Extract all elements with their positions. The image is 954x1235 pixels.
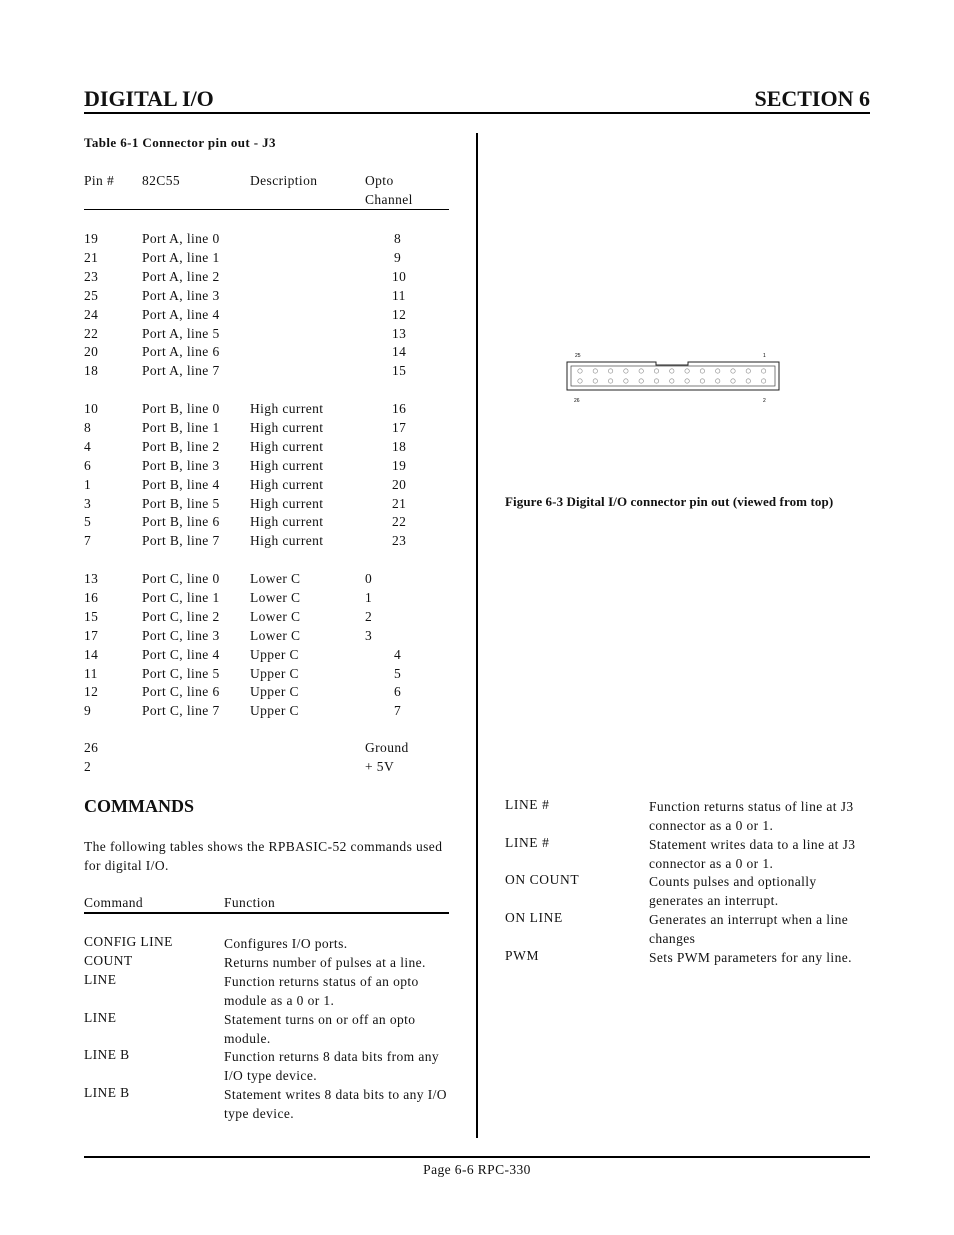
command-name: LINE # <box>505 835 550 850</box>
pin-number: 1 <box>84 476 92 492</box>
pin-number: 12 <box>84 684 99 700</box>
port-line: Port B, line 0 <box>142 401 220 416</box>
table-row <box>84 533 454 552</box>
pin-number: 22 <box>84 325 99 341</box>
footer-rule <box>84 1156 870 1158</box>
table-row <box>84 401 454 420</box>
connector-pin <box>685 379 689 383</box>
port-line: Port C, line 1 <box>142 589 220 605</box>
pin-number: 17 <box>84 627 99 643</box>
connector-pin <box>700 379 704 383</box>
pin-number: 3 <box>84 495 92 511</box>
cmd-col-header-command: Command <box>84 895 144 910</box>
description: Upper C <box>250 665 299 681</box>
port-line: Port C, line 6 <box>142 684 220 700</box>
command-name: LINE <box>84 972 117 987</box>
table-row <box>84 571 454 590</box>
pin-number: 13 <box>84 571 99 586</box>
opto-channel: 21 <box>392 495 407 511</box>
connector-pin <box>716 369 720 373</box>
connector-pin <box>746 369 750 373</box>
header-rule <box>84 112 870 114</box>
command-function: Generates an interrupt when a line changes <box>649 912 849 946</box>
port-line: Port B, line 5 <box>142 495 220 511</box>
pin-number: 21 <box>84 249 99 265</box>
pin-label-26: 26 <box>574 398 580 404</box>
port-line: Port A, line 0 <box>142 231 220 246</box>
connector-pin <box>654 379 658 383</box>
table-row <box>84 439 454 458</box>
description: Upper C <box>250 684 299 700</box>
command-name: COUNT <box>84 953 133 968</box>
table-row <box>84 514 454 533</box>
table-row <box>84 420 454 439</box>
table-row <box>84 628 454 647</box>
pin-number: 9 <box>84 703 92 719</box>
port-line: Port A, line 7 <box>142 363 220 379</box>
port-line: Port C, line 0 <box>142 571 220 586</box>
description: High current <box>250 401 324 416</box>
table-row <box>84 326 454 345</box>
pin-label-1: 1 <box>763 353 766 359</box>
connector-diagram <box>566 350 780 406</box>
col-header-pin: Pin # <box>84 173 115 188</box>
opto-channel: 13 <box>392 325 407 341</box>
connector-svg <box>566 350 780 406</box>
command-function: Sets PWM parameters for any line. <box>649 950 852 965</box>
description: High current <box>250 457 324 473</box>
opto-channel: 7 <box>394 703 402 719</box>
connector-pin <box>639 369 643 373</box>
description: High current <box>250 533 324 549</box>
cmd-header-rule <box>84 912 449 914</box>
opto-channel: 2 <box>365 608 373 624</box>
table-row <box>84 496 454 515</box>
description: High current <box>250 514 324 530</box>
port-line: Port C, line 2 <box>142 608 220 624</box>
table-row <box>84 609 454 628</box>
connector-pin <box>685 369 689 373</box>
section-title-right: SECTION 6 <box>754 86 870 111</box>
description: Lower C <box>250 571 301 586</box>
opto-channel: + 5V <box>365 758 395 774</box>
description: Upper C <box>250 703 299 719</box>
commands-intro: The following tables shows the RPBASIC-52 commands used for digital I/O. <box>84 839 443 873</box>
pin-number: 10 <box>84 401 99 416</box>
pin-number: 15 <box>84 608 99 624</box>
connector-pin <box>761 369 765 373</box>
table-row <box>84 703 454 722</box>
pin-number: 5 <box>84 514 92 530</box>
command-name: LINE B <box>84 1047 130 1062</box>
port-line: Port C, line 5 <box>142 665 220 681</box>
port-line: Port B, line 6 <box>142 514 220 530</box>
col-header-channel: Channel <box>365 192 413 207</box>
column-divider <box>476 133 478 1138</box>
opto-channel: 14 <box>392 344 407 360</box>
table-row <box>84 250 454 269</box>
port-line: Port B, line 3 <box>142 457 220 473</box>
pin-number: 25 <box>84 287 99 303</box>
opto-channel: 5 <box>394 665 402 681</box>
port-line: Port A, line 2 <box>142 268 220 284</box>
opto-channel: 3 <box>365 627 373 643</box>
description: High current <box>250 419 324 435</box>
command-name: ON COUNT <box>505 872 580 887</box>
description: Lower C <box>250 608 301 624</box>
command-function: Configures I/O ports. <box>224 936 348 951</box>
col-header-82c55: 82C55 <box>142 173 181 188</box>
port-line: Port A, line 6 <box>142 344 220 360</box>
pin-number: 20 <box>84 344 99 360</box>
connector-pin <box>731 369 735 373</box>
connector-pin <box>608 379 612 383</box>
pin-number: 23 <box>84 268 99 284</box>
port-line: Port A, line 5 <box>142 325 220 341</box>
connector-pin <box>731 379 735 383</box>
port-line: Port A, line 3 <box>142 287 220 303</box>
pin-number: 4 <box>84 438 92 454</box>
opto-channel: 16 <box>392 401 407 416</box>
pin-label-2: 2 <box>763 398 766 404</box>
command-name: CONFIG LINE <box>84 934 173 949</box>
table-row <box>84 363 454 382</box>
opto-channel: Ground <box>365 740 409 755</box>
command-name: LINE B <box>84 1085 130 1100</box>
command-name: LINE # <box>505 797 550 812</box>
opto-channel: 12 <box>392 306 407 322</box>
table-row <box>84 269 454 288</box>
opto-channel: 17 <box>392 419 407 435</box>
table-row <box>84 288 454 307</box>
table-row <box>84 666 454 685</box>
section-title-left: DIGITAL I/O <box>84 86 214 111</box>
table-row <box>84 307 454 326</box>
opto-channel: 4 <box>394 646 402 662</box>
connector-pins <box>578 369 766 383</box>
pin-number: 26 <box>84 740 99 755</box>
port-line: Port A, line 4 <box>142 306 220 322</box>
table-row <box>84 759 454 778</box>
port-line: Port B, line 2 <box>142 438 220 454</box>
description: High current <box>250 438 324 454</box>
table-row <box>84 684 454 703</box>
connector-pin <box>700 369 704 373</box>
command-name: LINE <box>84 1010 117 1025</box>
description: Lower C <box>250 589 301 605</box>
connector-pin <box>624 379 628 383</box>
opto-channel: 18 <box>392 438 407 454</box>
command-function: Returns number of pulses at a line. <box>224 955 426 970</box>
description: High current <box>250 495 324 511</box>
connector-pin <box>716 379 720 383</box>
connector-pin <box>593 379 597 383</box>
opto-channel: 1 <box>365 589 373 605</box>
command-function: Function returns status of an opto module as a 0 or 1. <box>224 974 419 1008</box>
col-header-description: Description <box>250 173 318 188</box>
command-name: PWM <box>505 948 540 963</box>
table-row <box>84 458 454 477</box>
port-line: Port C, line 4 <box>142 646 220 662</box>
pin-number: 7 <box>84 533 92 549</box>
connector-pin <box>578 369 582 373</box>
opto-channel: 8 <box>394 231 402 246</box>
command-function: Statement writes data to a line at J3 connector as a 0 or 1. <box>649 837 856 871</box>
pin-number: 24 <box>84 306 99 322</box>
command-function: Function returns 8 data bits from any I/O type device. <box>224 1049 440 1083</box>
pin-number: 16 <box>84 589 99 605</box>
pin-number: 14 <box>84 646 99 662</box>
commands-heading: COMMANDS <box>84 796 194 816</box>
connector-pin <box>608 369 612 373</box>
command-function: Counts pulses and optionally generates an interrupt. <box>649 874 817 908</box>
port-line: Port B, line 4 <box>142 476 220 492</box>
connector-pin <box>578 379 582 383</box>
pin-label-25: 25 <box>575 353 581 359</box>
connector-pin <box>670 369 674 373</box>
description: Lower C <box>250 627 301 643</box>
opto-channel: 9 <box>394 249 402 265</box>
opto-channel: 20 <box>392 476 407 492</box>
opto-channel: 23 <box>392 533 407 549</box>
pin-number: 11 <box>84 665 98 681</box>
table-row <box>84 477 454 496</box>
pin-number: 2 <box>84 758 92 774</box>
opto-channel: 6 <box>394 684 402 700</box>
connector-pin <box>761 379 765 383</box>
pin-number: 8 <box>84 419 92 435</box>
opto-channel: 11 <box>392 287 406 303</box>
col-header-opto: Opto <box>365 173 394 188</box>
port-line: Port C, line 7 <box>142 703 220 719</box>
command-function: Function returns status of line at J3 connector as a 0 or 1. <box>649 799 854 833</box>
opto-channel: 10 <box>392 268 407 284</box>
port-line: Port B, line 1 <box>142 419 220 435</box>
command-name: ON LINE <box>505 910 563 925</box>
connector-pin <box>639 379 643 383</box>
table-header-rule <box>84 209 449 210</box>
footer-text: Page 6-6 RPC-330 <box>423 1162 531 1177</box>
description: High current <box>250 476 324 492</box>
cmd-col-header-function: Function <box>224 895 276 910</box>
pin-number: 6 <box>84 457 92 473</box>
connector-pin <box>624 369 628 373</box>
command-function: Statement writes 8 data bits to any I/O type device. <box>224 1087 447 1121</box>
pin-number: 18 <box>84 363 99 379</box>
port-line: Port C, line 3 <box>142 627 220 643</box>
pin-number: 19 <box>84 231 99 246</box>
opto-channel: 22 <box>392 514 407 530</box>
table-row <box>84 231 454 250</box>
opto-channel: 19 <box>392 457 407 473</box>
connector-pin <box>593 369 597 373</box>
table-row <box>84 344 454 363</box>
command-function: Statement turns on or off an opto module. <box>224 1012 416 1046</box>
port-line: Port B, line 7 <box>142 533 220 549</box>
connector-pin <box>746 379 750 383</box>
opto-channel: 0 <box>365 571 373 586</box>
table-caption: Table 6-1 Connector pin out - J3 <box>84 135 276 150</box>
connector-pin <box>670 379 674 383</box>
connector-pin <box>654 369 658 373</box>
table-row <box>84 740 454 759</box>
description: Upper C <box>250 646 299 662</box>
figure-caption: Figure 6-3 Digital I/O connector pin out (viewed from top) <box>505 494 834 509</box>
opto-channel: 15 <box>392 363 407 379</box>
port-line: Port A, line 1 <box>142 249 220 265</box>
table-row <box>84 590 454 609</box>
table-row <box>84 647 454 666</box>
